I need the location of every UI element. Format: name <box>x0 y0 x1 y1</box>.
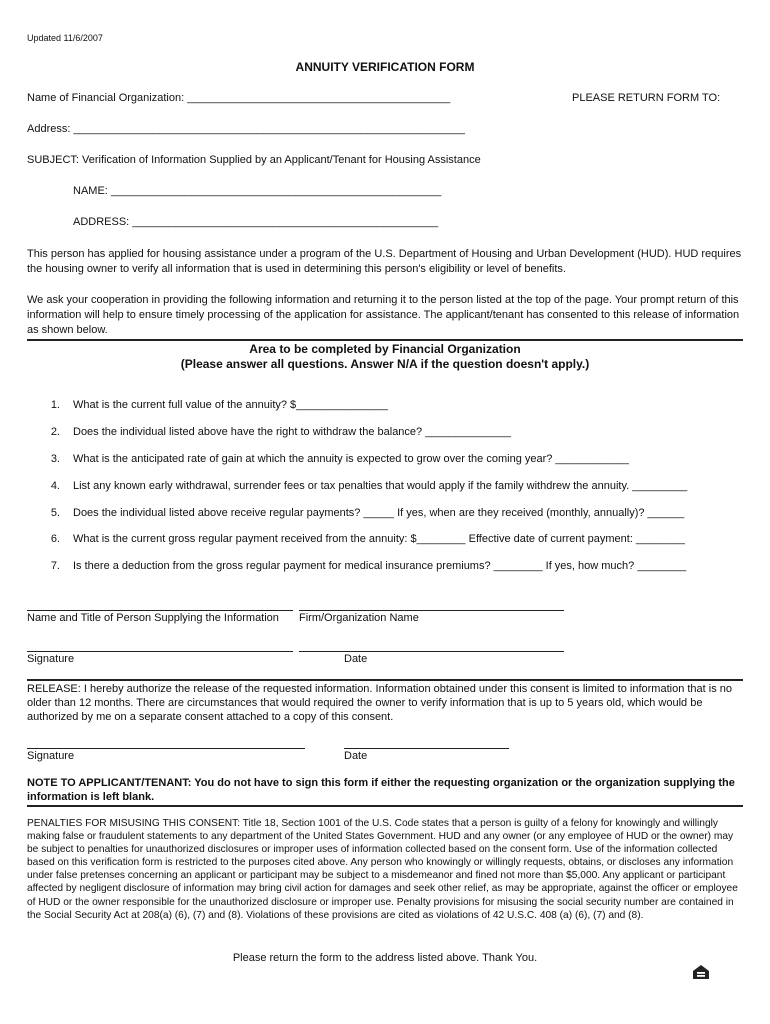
question-text[interactable]: List any known early withdrawal, surrender fees or tax penalties that would apply if the family withdrew the annuity. _________ <box>73 480 688 492</box>
question-number: 3. <box>50 453 60 465</box>
equal-housing-icon <box>692 964 710 986</box>
question-number: 5. <box>50 507 60 519</box>
penalties-text: PENALTIES FOR MISUSING THIS CONSENT: Title 18, Section 1001 of the U.S. Code states that a person is guilty of a felony for knowingly and willingly making false or fraudulent statements to any department of the United States Government. HUD and any owner (or any employee of HUD or the owner) may be subject to penalties for unauthorized disclosures or improper uses of information collected based on the consent form. Use of the information collected based on this verification form is restricted to the purposes cited above. Any person who knowingly or willingly requests, obtains, or discloses any information under false pretenses concerning an applicant or participant may be subject to a misdemeanor and fined not more than $5,000. Any applicant or participant affected by negligent disclosure of information may bring civil action for damages and seek other relief, as may be appropriate, against the officer or employee of HUD or the owner responsible for the unauthorized disclosure or improper use. Penalty provisions for misusing the social security number are contained in the Social Security Act at 208(a) (6), (7) and (8). Violations of these provisions are cited as violations of 42 U.S.C. 408 (a) (6), (7) and (8). <box>27 818 738 921</box>
question-number: 6. <box>50 533 60 545</box>
form-title: ANNUITY VERIFICATION FORM <box>295 60 475 74</box>
release-signature-label: Signature <box>27 750 75 762</box>
subject-line: SUBJECT: Verification of Information Supplied by an Applicant/Tenant for Housing Assistance <box>27 154 481 166</box>
applicant-name-field[interactable]: NAME: ______________________________________________________ <box>73 185 442 197</box>
name-title-label: Name and Title of Person Supplying the Information <box>27 612 279 624</box>
equal-housing-logo <box>692 964 710 986</box>
release-date-line[interactable] <box>344 748 509 749</box>
updated-date: Updated 11/6/2007 <box>27 33 103 43</box>
signature-label: Signature <box>27 653 75 665</box>
firm-name-label: Firm/Organization Name <box>299 612 419 624</box>
name-title-line[interactable] <box>27 610 293 611</box>
question-text[interactable]: Is there a deduction from the gross regular payment for medical insurance premiums? ________ If yes, how much? ________ <box>73 560 687 572</box>
note-to-applicant: NOTE TO APPLICANT/TENANT: You do not have to sign this form if either the requesting organization or the organization supplying the information is left blank. <box>27 777 735 803</box>
release-text: RELEASE: I hereby authorize the release of the requested information. Information obtained under this consent is limited to information that is no older than 12 months. There are circumstances that would required the owner to verify information that is up to 5 years old, which would be authorized by me on a separate consent attached to a copy of this consent. <box>27 683 733 723</box>
question-number: 2. <box>50 426 60 438</box>
footer-thanks: Please return the form to the address listed above. Thank You. <box>232 952 538 964</box>
question-text[interactable]: What is the current gross regular payment received from the annuity: $________ Effective date of current payment: ________ <box>73 533 685 545</box>
question-text[interactable]: Does the individual listed above have the right to withdraw the balance? ______________ <box>73 426 511 438</box>
address-field[interactable]: Address: ________________________________________________________________ <box>27 123 465 135</box>
date-label: Date <box>344 653 368 665</box>
question-text[interactable]: What is the anticipated rate of gain at which the annuity is expected to grow over the coming year? ____________ <box>73 453 629 465</box>
firm-name-line[interactable] <box>299 610 564 611</box>
intro-paragraph-2: We ask your cooperation in providing the following information and returning it to the person listed at the top of the page. Your prompt return of this information will help to ensure timely processing of the application for assistance. The applicant/tenant has consented to this release of information as shown below. <box>27 294 740 336</box>
return-form-to-label: PLEASE RETURN FORM TO: <box>572 92 721 104</box>
section-divider <box>27 339 743 341</box>
penalties-divider <box>27 805 743 807</box>
section-instructions: (Please answer all questions. Answer N/A if the question doesn't apply.) <box>180 357 590 371</box>
applicant-address-field[interactable]: ADDRESS: __________________________________________________ <box>73 216 439 228</box>
question-text[interactable]: What is the current full value of the annuity? $_______________ <box>73 399 388 411</box>
intro-paragraph-1: This person has applied for housing assistance under a program of the U.S. Department of Housing and Urban Development (HUD). HUD requires the housing owner to verify all information that is used in determining this person's eligibility or level of benefits. <box>27 248 742 275</box>
question-text[interactable]: Does the individual listed above receive regular payments? _____ If yes, when are they received (monthly, annually)? ______ <box>73 507 685 519</box>
date-line[interactable] <box>299 651 564 652</box>
question-number: 1. <box>50 399 60 411</box>
question-number: 4. <box>50 480 60 492</box>
financial-organization-field[interactable]: Name of Financial Organization: ___________________________________________ <box>27 92 451 104</box>
section-heading: Area to be completed by Financial Organization <box>249 342 521 356</box>
release-signature-line[interactable] <box>27 748 305 749</box>
release-divider <box>27 679 743 681</box>
release-date-label: Date <box>344 750 368 762</box>
signature-line[interactable] <box>27 651 293 652</box>
question-number: 7. <box>50 560 60 572</box>
